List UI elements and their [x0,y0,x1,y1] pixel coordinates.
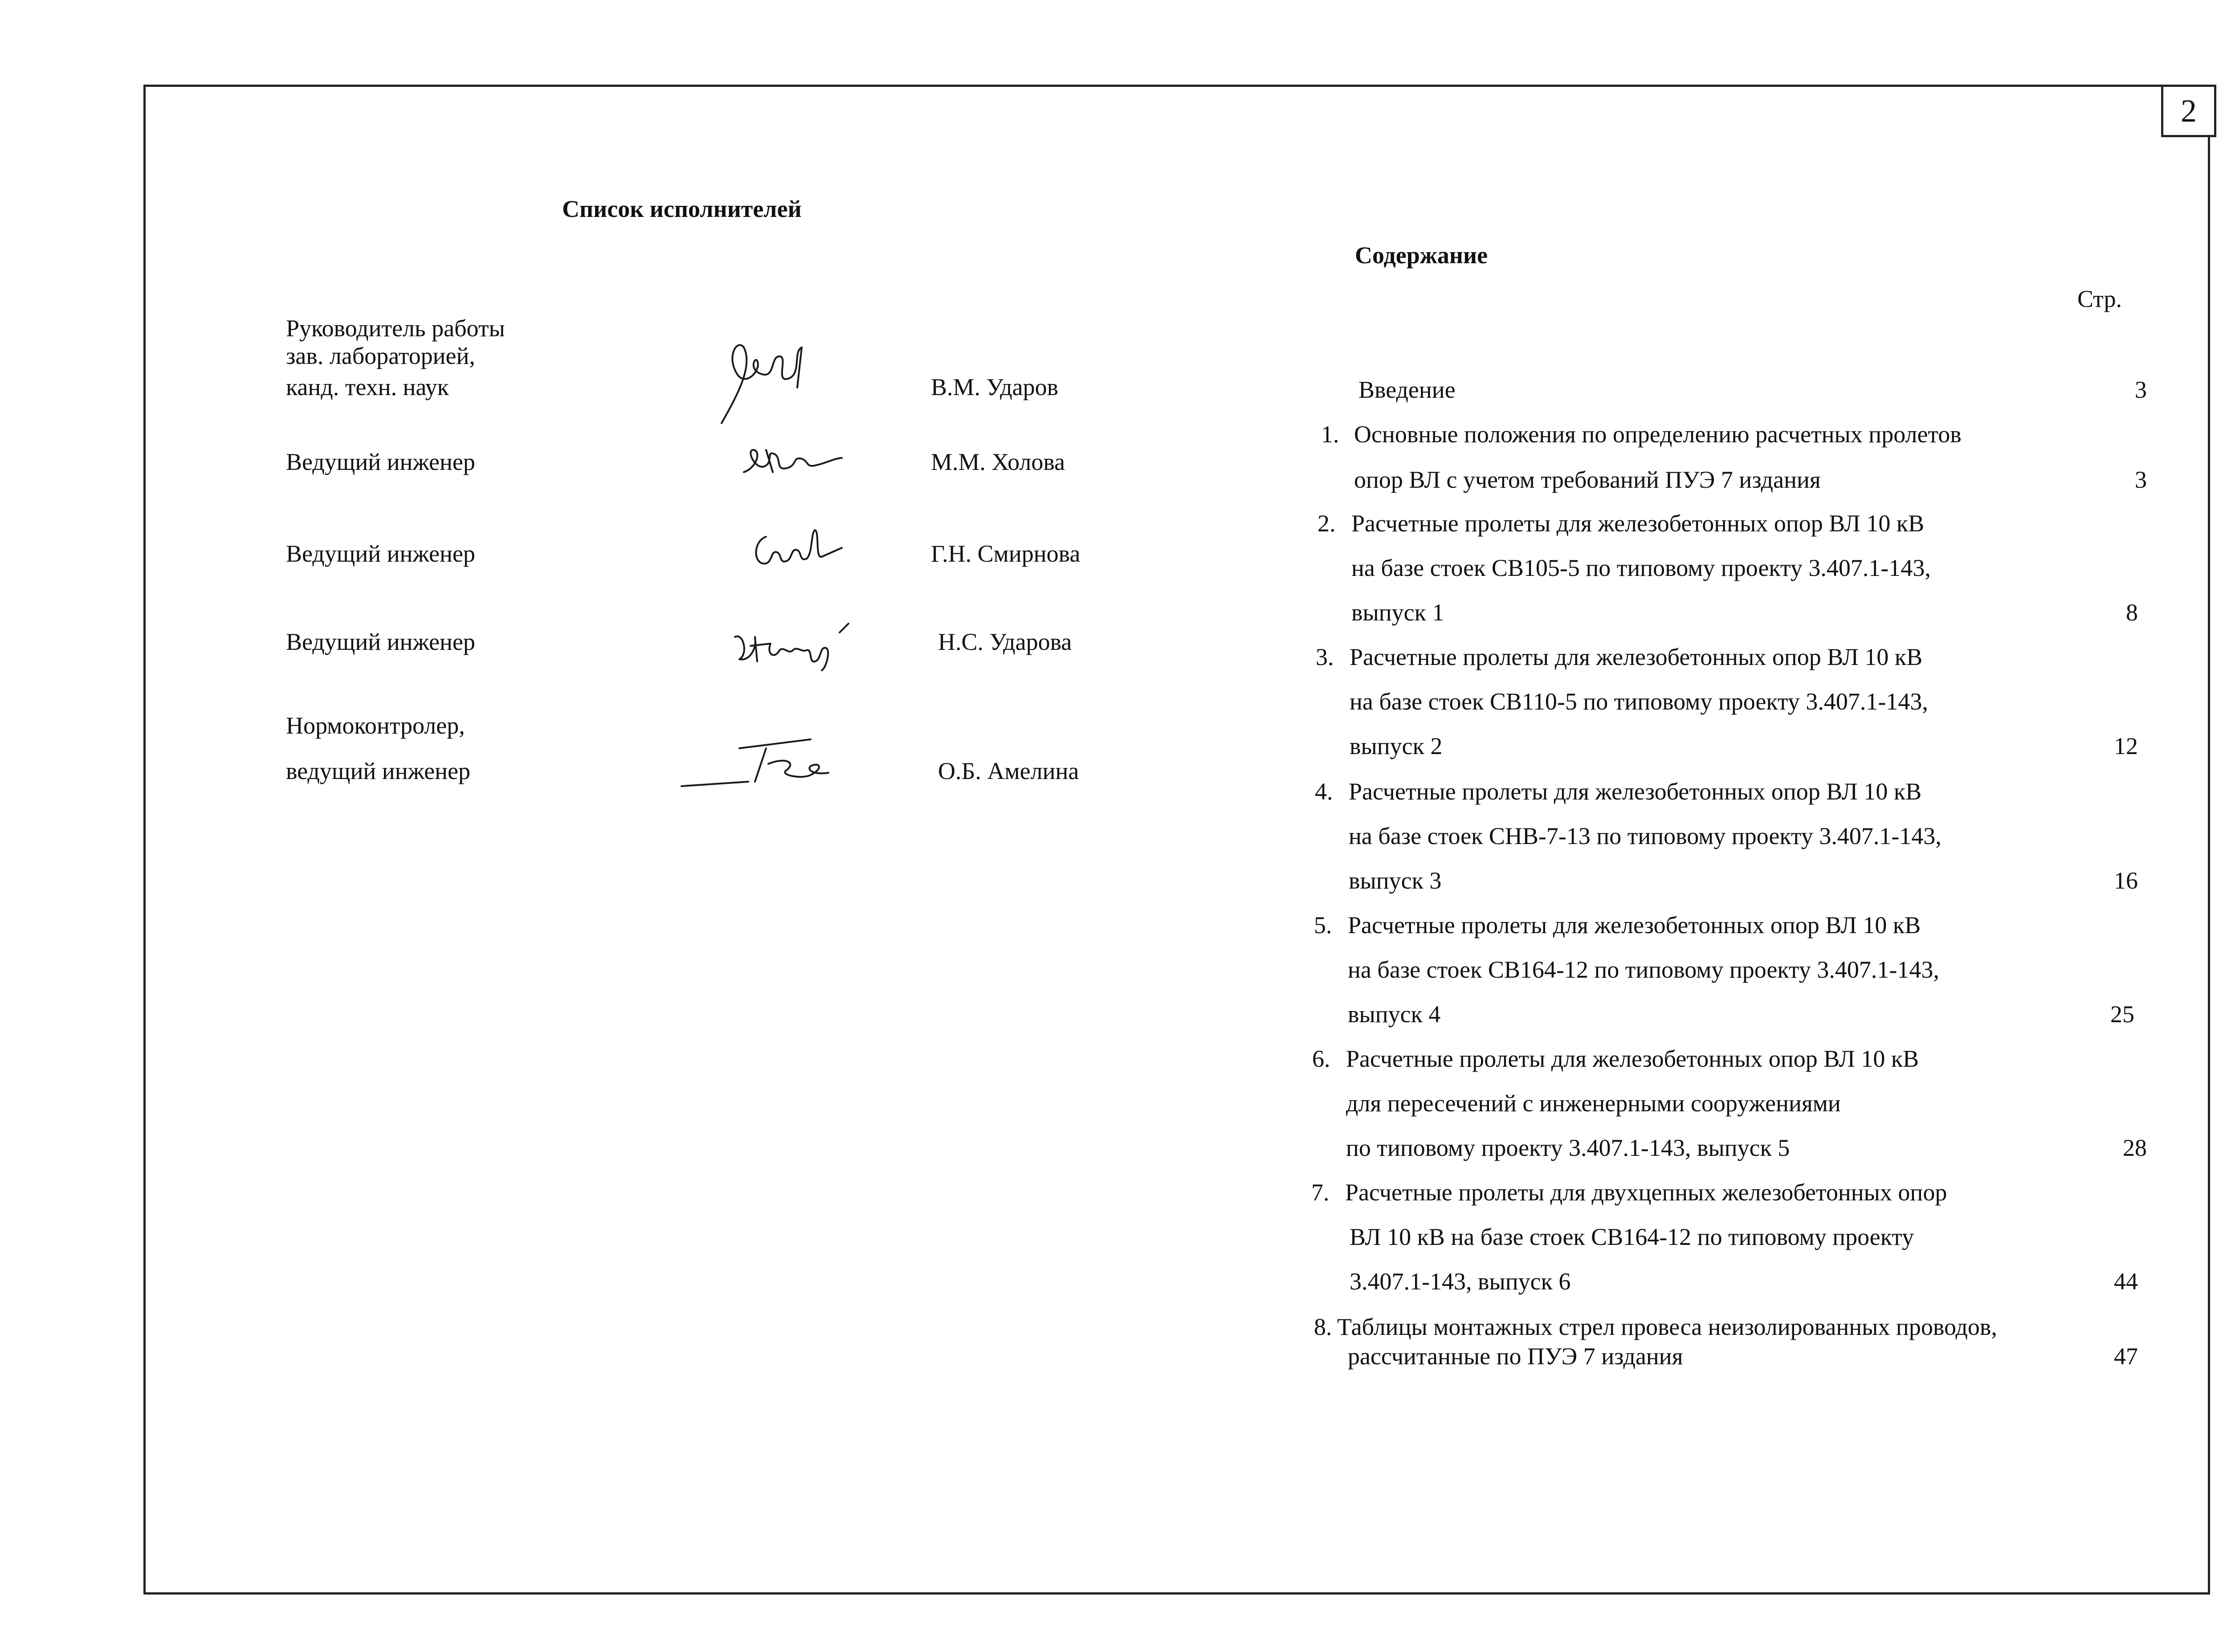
toc-entry-number: 3. [1316,644,1334,670]
toc-page-number: 47 [2114,1343,2138,1370]
performer-name: О.Б. Амелина [938,758,1079,784]
page-number: 2 [2161,85,2216,137]
contents-title: Содержание [1355,242,1488,269]
toc-entry-text: Основные положения по определению расчетных пролетов [1354,421,1962,448]
page-column-label: Стр. [2077,286,2122,312]
toc-entry-text: Расчетные пролеты для двухцепных железобетонных опор [1345,1179,1947,1206]
toc-entry-number: 6. [1312,1045,1330,1072]
performer-role: Ведущий инженер [286,449,475,475]
toc-entry-text: опор ВЛ с учетом требований ПУЭ 7 издания [1354,466,1821,493]
toc-entry-text: по типовому проекту 3.407.1-143, выпуск 5 [1346,1134,1790,1161]
performer-role: Нормоконтролер, [286,712,465,739]
toc-entry-text: ВЛ 10 кВ на базе стоек СВ164-12 по типовому проекту [1350,1224,1914,1250]
toc-entry-text: на базе стоек СВ110-5 по типовому проекту 3.407.1-143, [1350,688,1928,715]
performer-role: Ведущий инженер [286,628,475,655]
toc-page-number: 28 [2123,1134,2147,1161]
toc-entry-text: для пересечений с инженерными сооружениями [1346,1090,1841,1117]
toc-page-number: 25 [2110,1001,2134,1028]
toc-entry-text: Расчетные пролеты для железобетонных опор ВЛ 10 кВ [1350,644,1923,670]
toc-entry-text: выпуск 4 [1348,1001,1441,1028]
toc-page-number: 16 [2114,867,2138,894]
signature-kholova [739,441,846,481]
toc-entry-number: 5. [1314,912,1332,938]
performer-role: канд. техн. наук [286,374,449,400]
toc-entry-text: Введение [1358,376,1456,403]
toc-entry-text: Расчетные пролеты для железобетонных опор ВЛ 10 кВ [1351,510,1925,537]
performer-name: Г.Н. Смирнова [931,540,1081,567]
toc-entry-text: Расчетные пролеты для железобетонных опор ВЛ 10 кВ [1349,778,1922,805]
performers-title: Список исполнителей [562,196,802,222]
toc-entry-text: выпуск 3 [1349,867,1442,894]
toc-entry-text: 3.407.1-143, выпуск 6 [1350,1268,1571,1295]
toc-entry-text: выпуск 1 [1351,599,1444,626]
toc-entry-text: Расчетные пролеты для железобетонных опор ВЛ 10 кВ [1346,1045,1919,1072]
toc-entry-text: Таблицы монтажных стрел провеса неизолированных проводов, [1337,1313,1997,1340]
toc-entry-text: выпуск 2 [1350,733,1443,759]
signature-amelina [677,730,855,793]
performer-role: Ведущий инженер [286,540,475,567]
toc-page-number: 3 [2135,466,2147,493]
performer-name: Н.С. Ударова [938,628,1072,655]
toc-entry-number: 7. [1311,1179,1330,1206]
toc-entry-text: на базе стоек СНВ-7-13 по типовому проекту 3.407.1-143, [1349,823,1941,849]
signature-udarova [730,619,855,673]
toc-entry-text: на базе стоек СВ105-5 по типовому проекту 3.407.1-143, [1351,555,1931,581]
performer-role: ведущий инженер [286,758,471,784]
toc-page-number: 8 [2126,599,2138,626]
signature-smirnova [748,523,846,572]
toc-entry-text: на базе стоек СВ164-12 по типовому проекту 3.407.1-143, [1348,956,1939,983]
toc-entry-text: Расчетные пролеты для железобетонных опор ВЛ 10 кВ [1348,912,1921,938]
toc-page-number: 12 [2114,733,2138,759]
performer-name: В.М. Ударов [931,374,1059,400]
toc-entry-number: 2. [1317,510,1336,537]
toc-entry-text: рассчитанные по ПУЭ 7 издания [1348,1343,1683,1370]
performer-role: Руководитель работы [286,315,505,342]
performer-name: М.М. Холова [931,449,1065,475]
performer-role: зав. лабораторией, [286,343,475,369]
toc-entry-number: 8. [1314,1313,1332,1340]
signature-udarov [713,339,837,428]
toc-page-number: 3 [2135,376,2147,403]
toc-page-number: 44 [2114,1268,2138,1295]
toc-entry-number: 1. [1321,421,1339,448]
toc-entry-number: 4. [1315,778,1333,805]
